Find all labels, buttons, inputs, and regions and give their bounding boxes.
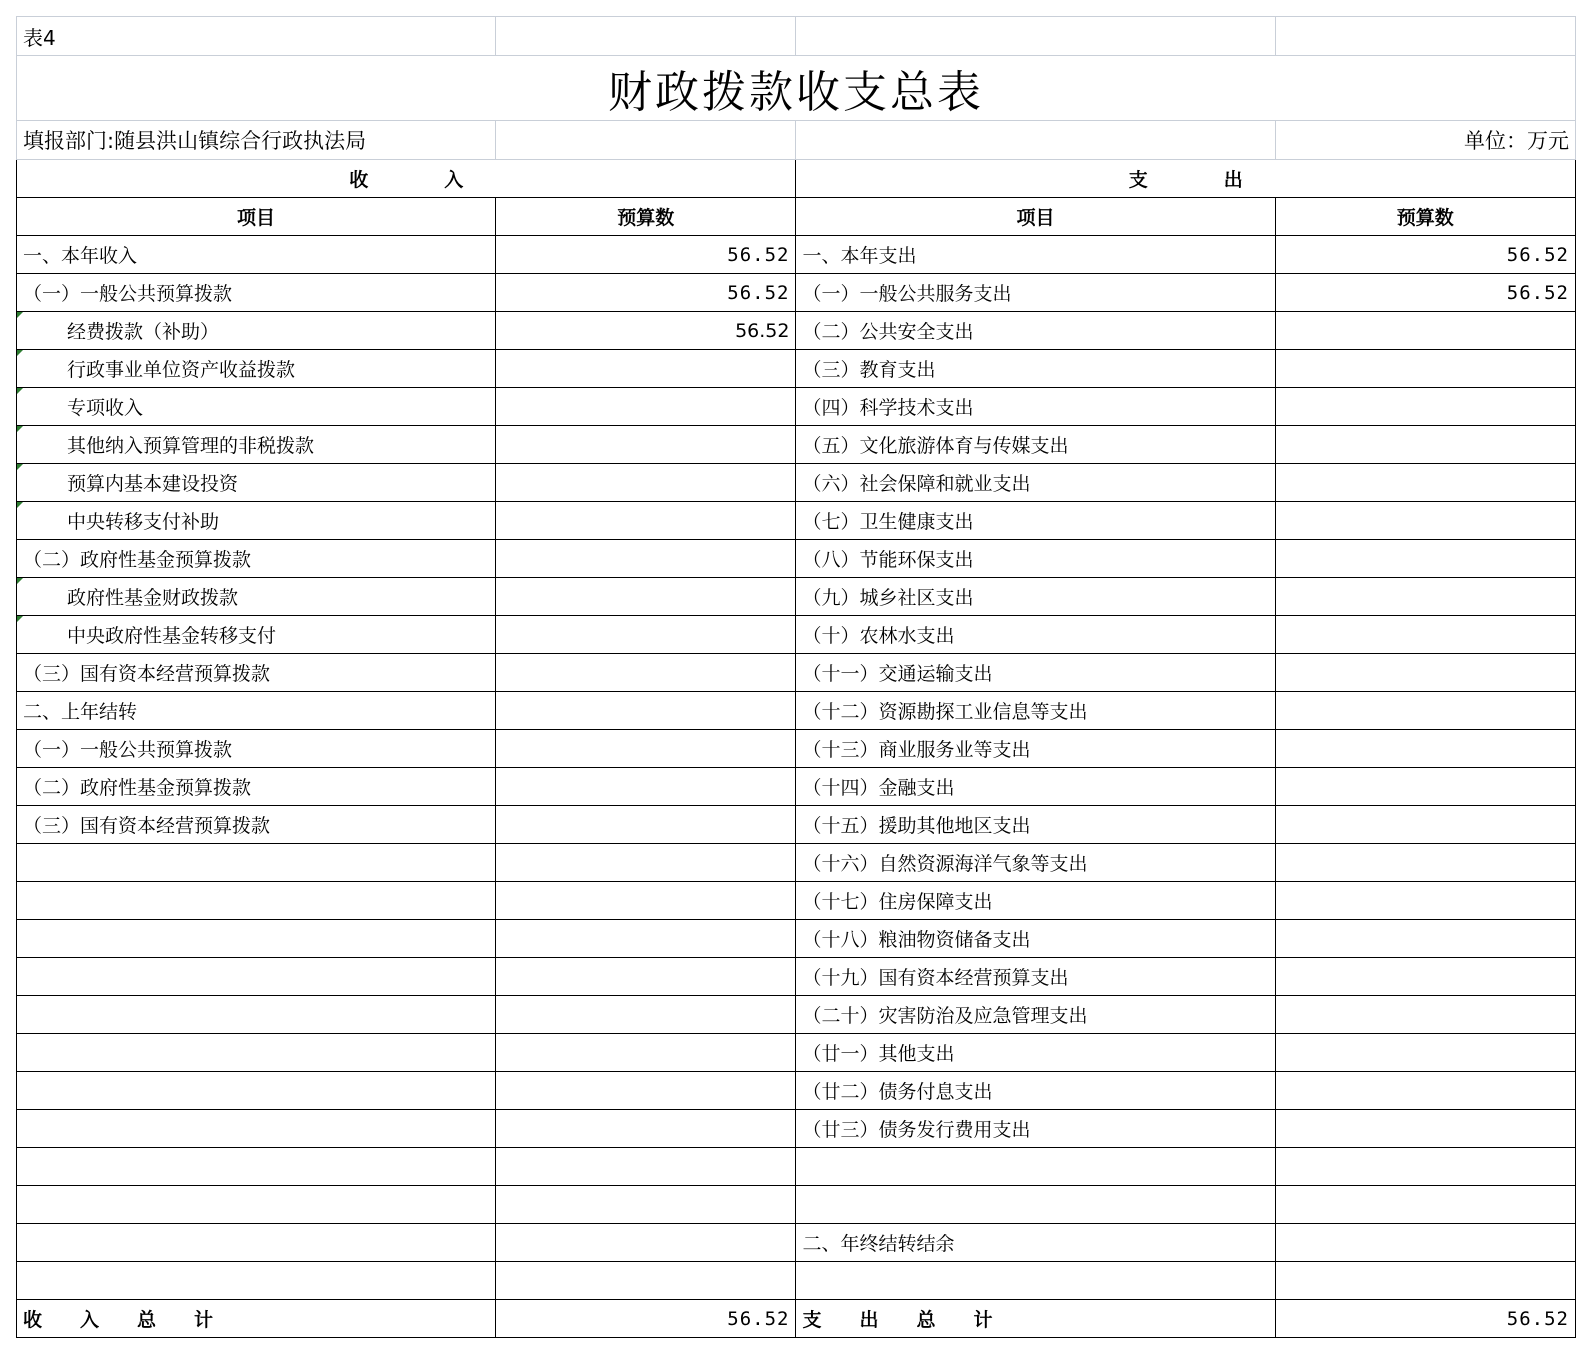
income-budget-value	[496, 502, 796, 540]
table-row	[17, 692, 1576, 730]
income-item: 专项收入	[17, 388, 496, 426]
income-item: 中央政府性基金转移支付	[17, 616, 496, 654]
expense-budget-value	[1275, 1262, 1575, 1300]
expense-budget-value	[1275, 1072, 1575, 1110]
income-item: （二）政府性基金预算拨款	[17, 540, 496, 578]
table-row	[17, 730, 1576, 768]
table-row	[17, 1262, 1576, 1300]
expense-budget-value	[1275, 768, 1575, 806]
table-row	[17, 388, 1576, 426]
expense-item: （十八）粮油物资储备支出	[796, 920, 1275, 958]
income-item	[17, 1034, 496, 1072]
income-budget-value	[496, 806, 796, 844]
income-budget-value	[496, 844, 796, 882]
expense-budget-value: 56.52	[1275, 274, 1575, 312]
expense-item: （廿三）债务发行费用支出	[796, 1110, 1275, 1148]
expense-item: （十一）交通运输支出	[796, 654, 1275, 692]
expense-item: （十四）金融支出	[796, 768, 1275, 806]
expense-item: （廿一）其他支出	[796, 1034, 1275, 1072]
income-item: 一、本年收入	[17, 236, 496, 274]
expense-item	[796, 1148, 1275, 1186]
income-total-label: 收 入 总 计	[17, 1300, 496, 1338]
income-total-value: 56.52	[496, 1300, 796, 1338]
income-budget-value	[496, 578, 796, 616]
expense-budget-value	[1275, 1224, 1575, 1262]
income-item: 二、上年结转	[17, 692, 496, 730]
income-budget-value	[496, 692, 796, 730]
expense-budget-value	[1275, 1110, 1575, 1148]
income-item: 中央转移支付补助	[17, 502, 496, 540]
income-item: （一）一般公共预算拨款	[17, 730, 496, 768]
income-budget-value	[496, 768, 796, 806]
income-budget-value	[496, 996, 796, 1034]
totals-row	[17, 1300, 1576, 1338]
expense-item	[796, 1262, 1275, 1300]
page-title: 财政拨款收支总表	[17, 56, 1576, 121]
expense-item	[796, 1186, 1275, 1224]
table-row	[17, 464, 1576, 502]
expense-item: （十五）援助其他地区支出	[796, 806, 1275, 844]
expense-item: （八）节能环保支出	[796, 540, 1275, 578]
table-row	[17, 426, 1576, 464]
expense-budget-value	[1275, 996, 1575, 1034]
expense-budget-value	[1275, 502, 1575, 540]
expense-item: （十七）住房保障支出	[796, 882, 1275, 920]
income-item: 其他纳入预算管理的非税拨款	[17, 426, 496, 464]
income-budget-value	[496, 1262, 796, 1300]
expense-total-value: 56.52	[1275, 1300, 1575, 1338]
table-row	[17, 882, 1576, 920]
income-item: （三）国有资本经营预算拨款	[17, 806, 496, 844]
income-item: 政府性基金财政拨款	[17, 578, 496, 616]
table-row	[17, 1148, 1576, 1186]
table-row	[17, 1186, 1576, 1224]
expense-item: （三）教育支出	[796, 350, 1275, 388]
income-budget-value	[496, 388, 796, 426]
table-row	[17, 920, 1576, 958]
expense-budget-value	[1275, 692, 1575, 730]
income-item	[17, 1186, 496, 1224]
income-budget-header: 预算数	[496, 198, 796, 236]
expense-budget-value	[1275, 882, 1575, 920]
income-item: （三）国有资本经营预算拨款	[17, 654, 496, 692]
income-item: （二）政府性基金预算拨款	[17, 768, 496, 806]
table-row	[17, 1072, 1576, 1110]
expense-budget-value	[1275, 616, 1575, 654]
expense-item: （四）科学技术支出	[796, 388, 1275, 426]
expense-item: （二）公共安全支出	[796, 312, 1275, 350]
income-item: 经费拨款（补助）	[17, 312, 496, 350]
expense-total-label: 支 出 总 计	[796, 1300, 1275, 1338]
expense-item: （六）社会保障和就业支出	[796, 464, 1275, 502]
expense-item: （二十）灾害防治及应急管理支出	[796, 996, 1275, 1034]
income-item	[17, 996, 496, 1034]
expense-budget-header: 预算数	[1275, 198, 1575, 236]
expense-item-header: 项目	[796, 198, 1275, 236]
income-budget-value	[496, 1148, 796, 1186]
expense-item: （十二）资源勘探工业信息等支出	[796, 692, 1275, 730]
income-budget-value	[496, 350, 796, 388]
expense-budget-value	[1275, 730, 1575, 768]
expense-budget-value	[1275, 540, 1575, 578]
income-item: （一）一般公共预算拨款	[17, 274, 496, 312]
expense-budget-value	[1275, 844, 1575, 882]
table-row	[17, 578, 1576, 616]
table-row	[17, 806, 1576, 844]
expense-budget-value: 56.52	[1275, 236, 1575, 274]
expense-item: （十九）国有资本经营预算支出	[796, 958, 1275, 996]
table-row	[17, 312, 1576, 350]
expense-item: （七）卫生健康支出	[796, 502, 1275, 540]
income-item: 预算内基本建设投资	[17, 464, 496, 502]
income-item	[17, 1224, 496, 1262]
expense-budget-value	[1275, 350, 1575, 388]
income-item	[17, 1110, 496, 1148]
income-budget-value	[496, 920, 796, 958]
income-item	[17, 920, 496, 958]
expense-item: （十三）商业服务业等支出	[796, 730, 1275, 768]
expense-item: （五）文化旅游体育与传媒支出	[796, 426, 1275, 464]
income-budget-value	[496, 426, 796, 464]
income-budget-value: 56.52	[496, 312, 796, 350]
income-item	[17, 958, 496, 996]
income-budget-value	[496, 616, 796, 654]
income-budget-value	[496, 882, 796, 920]
table-row	[17, 958, 1576, 996]
income-item	[17, 882, 496, 920]
table-tag: 表4	[17, 17, 496, 56]
table-row	[17, 844, 1576, 882]
income-item-header: 项目	[17, 198, 496, 236]
table-row	[17, 996, 1576, 1034]
budget-table	[16, 16, 1576, 1338]
income-section-header: 收 入	[17, 160, 796, 198]
income-item	[17, 1072, 496, 1110]
income-budget-value	[496, 1072, 796, 1110]
expense-item: 二、年终结转结余	[796, 1224, 1275, 1262]
expense-item: （十六）自然资源海洋气象等支出	[796, 844, 1275, 882]
expense-budget-value	[1275, 578, 1575, 616]
table-row	[17, 768, 1576, 806]
expense-budget-value	[1275, 388, 1575, 426]
income-item: 行政事业单位资产收益拨款	[17, 350, 496, 388]
income-budget-value	[496, 730, 796, 768]
expense-budget-value	[1275, 426, 1575, 464]
unit-label: 单位：万元	[1275, 121, 1575, 160]
table-row	[17, 616, 1576, 654]
table-row	[17, 274, 1576, 312]
table-row	[17, 654, 1576, 692]
table-row	[17, 540, 1576, 578]
expense-budget-value	[1275, 312, 1575, 350]
table-row	[17, 350, 1576, 388]
table-row	[17, 236, 1576, 274]
expense-item: （九）城乡社区支出	[796, 578, 1275, 616]
income-item	[17, 1262, 496, 1300]
income-budget-value	[496, 1186, 796, 1224]
expense-item: （廿二）债务付息支出	[796, 1072, 1275, 1110]
expense-budget-value	[1275, 806, 1575, 844]
expense-budget-value	[1275, 464, 1575, 502]
expense-budget-value	[1275, 920, 1575, 958]
expense-budget-value	[1275, 1186, 1575, 1224]
income-budget-value	[496, 1110, 796, 1148]
expense-item: （一）一般公共服务支出	[796, 274, 1275, 312]
income-budget-value: 56.52	[496, 236, 796, 274]
table-row	[17, 1034, 1576, 1072]
dept-label: 填报部门:随县洪山镇综合行政执法局	[17, 121, 496, 160]
income-budget-value	[496, 1034, 796, 1072]
expense-budget-value	[1275, 654, 1575, 692]
income-budget-value	[496, 654, 796, 692]
expense-section-header: 支 出	[796, 160, 1576, 198]
income-budget-value: 56.52	[496, 274, 796, 312]
income-budget-value	[496, 1224, 796, 1262]
income-budget-value	[496, 958, 796, 996]
expense-budget-value	[1275, 1034, 1575, 1072]
income-item	[17, 844, 496, 882]
expense-budget-value	[1275, 958, 1575, 996]
table-row	[17, 502, 1576, 540]
income-budget-value	[496, 464, 796, 502]
income-budget-value	[496, 540, 796, 578]
table-row	[17, 1110, 1576, 1148]
income-item	[17, 1148, 496, 1186]
expense-item: 一、本年支出	[796, 236, 1275, 274]
expense-budget-value	[1275, 1148, 1575, 1186]
table-row	[17, 1224, 1576, 1262]
expense-item: （十）农林水支出	[796, 616, 1275, 654]
